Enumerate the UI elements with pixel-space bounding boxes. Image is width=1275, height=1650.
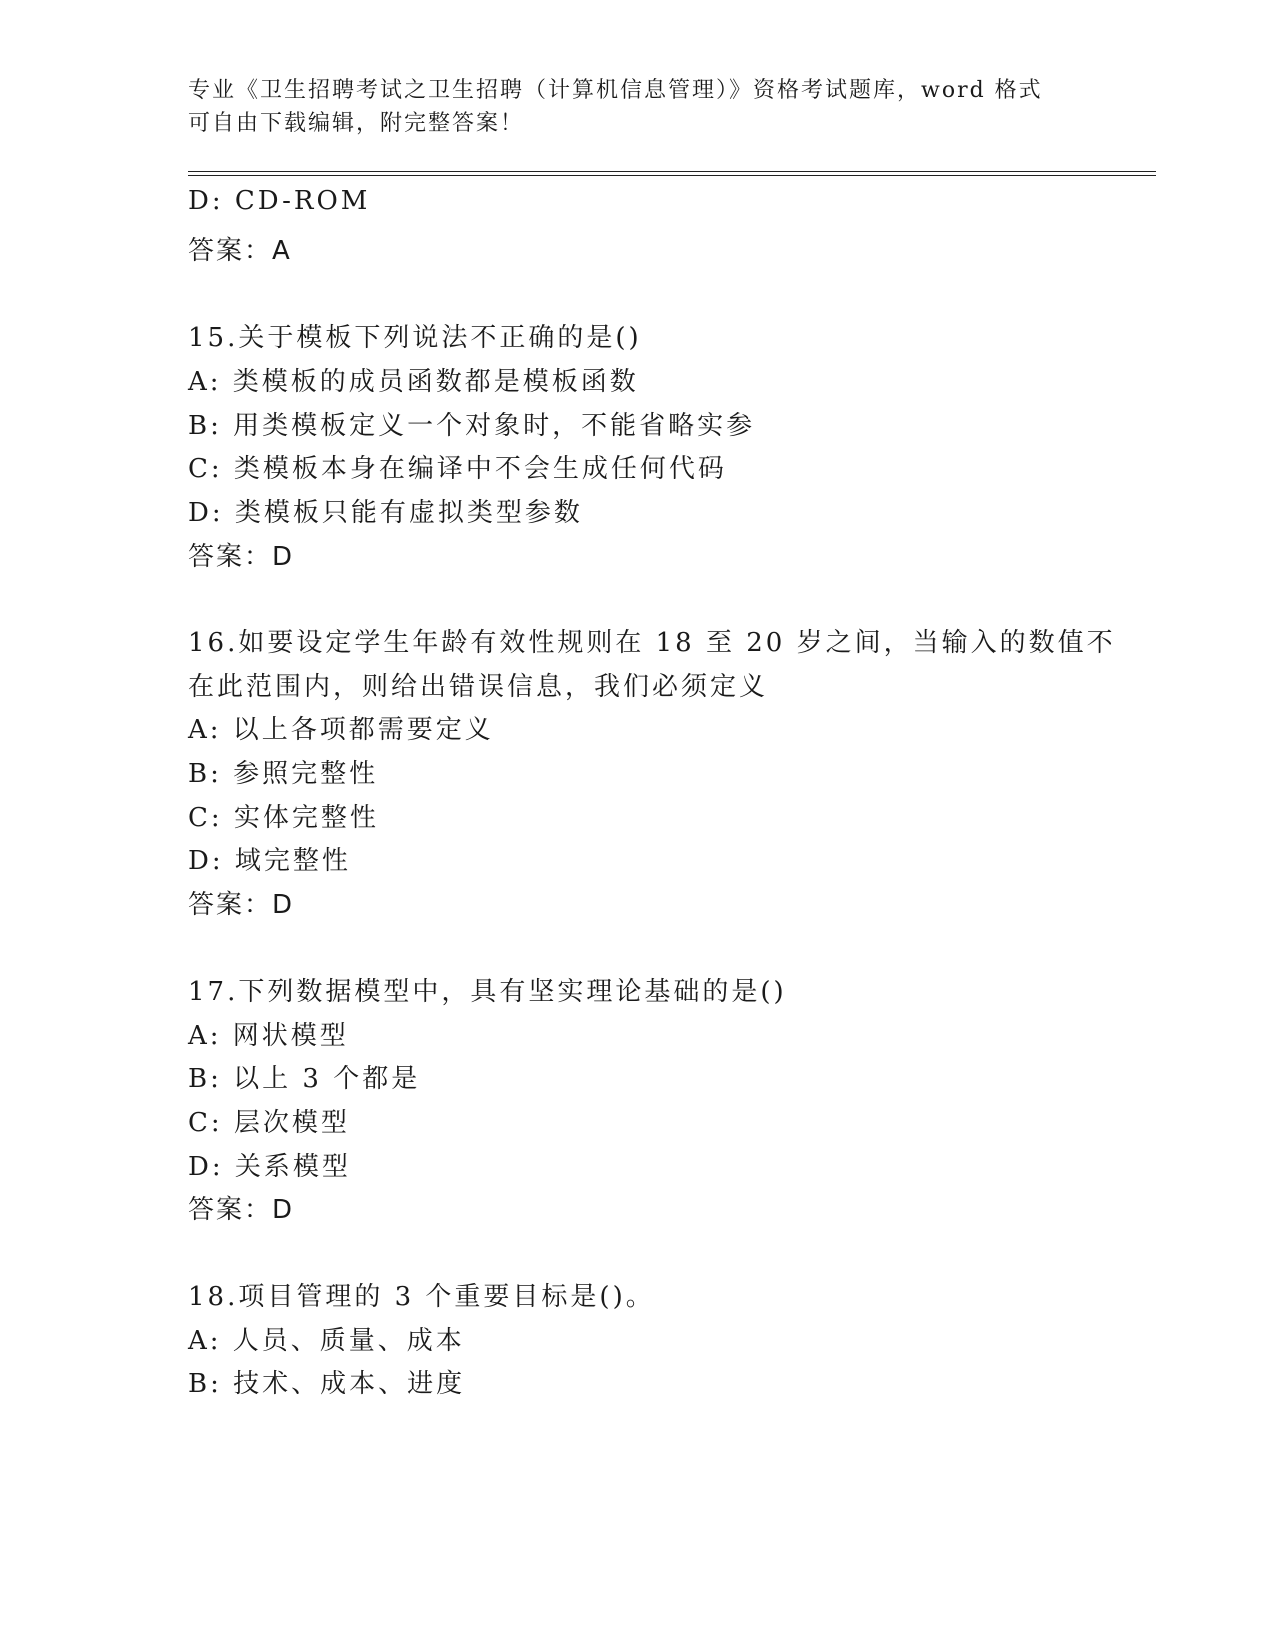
question-16-option-d: D: 域完整性 <box>188 846 351 876</box>
question-16-option-a: A: 以上各项都需要定义 <box>188 715 494 745</box>
question-17-option-c: C: 层次模型 <box>188 1108 350 1138</box>
document-header <box>188 74 1088 140</box>
question-17-stem: 17.下列数据模型中，具有坚实理论基础的是() <box>188 977 787 1007</box>
question-16-answer: 答案：D <box>188 890 295 920</box>
header-rule-bottom <box>188 175 1156 176</box>
header-line-1: 专业《卫生招聘考试之卫生招聘（计算机信息管理）》资格考试题库，word 格式 <box>188 78 1043 103</box>
answer-prev: 答案：A <box>188 236 292 266</box>
question-17-option-a: A: 网状模型 <box>188 1021 349 1051</box>
question-18-stem: 18.项目管理的 3 个重要目标是()。 <box>188 1282 655 1312</box>
question-18-option-a: A: 人员、质量、成本 <box>188 1326 465 1356</box>
question-16-stem-line-2: 在此范围内，则给出错误信息，我们必须定义 <box>188 672 769 702</box>
header-line-2: 可自由下载编辑，附完整答案！ <box>188 111 525 136</box>
question-16-option-c: C: 实体完整性 <box>188 803 379 833</box>
header-rule-top <box>188 171 1156 172</box>
question-18-option-b: B: 技术、成本、进度 <box>188 1369 466 1399</box>
question-16-option-b: B: 参照完整性 <box>188 759 379 789</box>
question-15-answer: 答案：D <box>188 542 295 572</box>
question-15-stem: 15.关于模板下列说法不正确的是() <box>188 323 642 353</box>
question-15-option-d: D: 类模板只能有虚拟类型参数 <box>188 498 583 528</box>
question-15-option-a: A: 类模板的成员函数都是模板函数 <box>188 367 639 397</box>
question-17-answer: 答案：D <box>188 1195 295 1225</box>
question-15-option-c: C: 类模板本身在编译中不会生成任何代码 <box>188 454 727 484</box>
question-15-option-b: B: 用类模板定义一个对象时，不能省略实参 <box>188 411 756 441</box>
question-16-stem-line-1: 16.如要设定学生年龄有效性规则在 18 至 20 岁之间，当输入的数值不 <box>188 628 1116 658</box>
option-d-prev: D: CD-ROM <box>188 186 371 216</box>
question-17-option-d: D: 关系模型 <box>188 1152 351 1182</box>
question-17-option-b: B: 以上 3 个都是 <box>188 1064 421 1094</box>
